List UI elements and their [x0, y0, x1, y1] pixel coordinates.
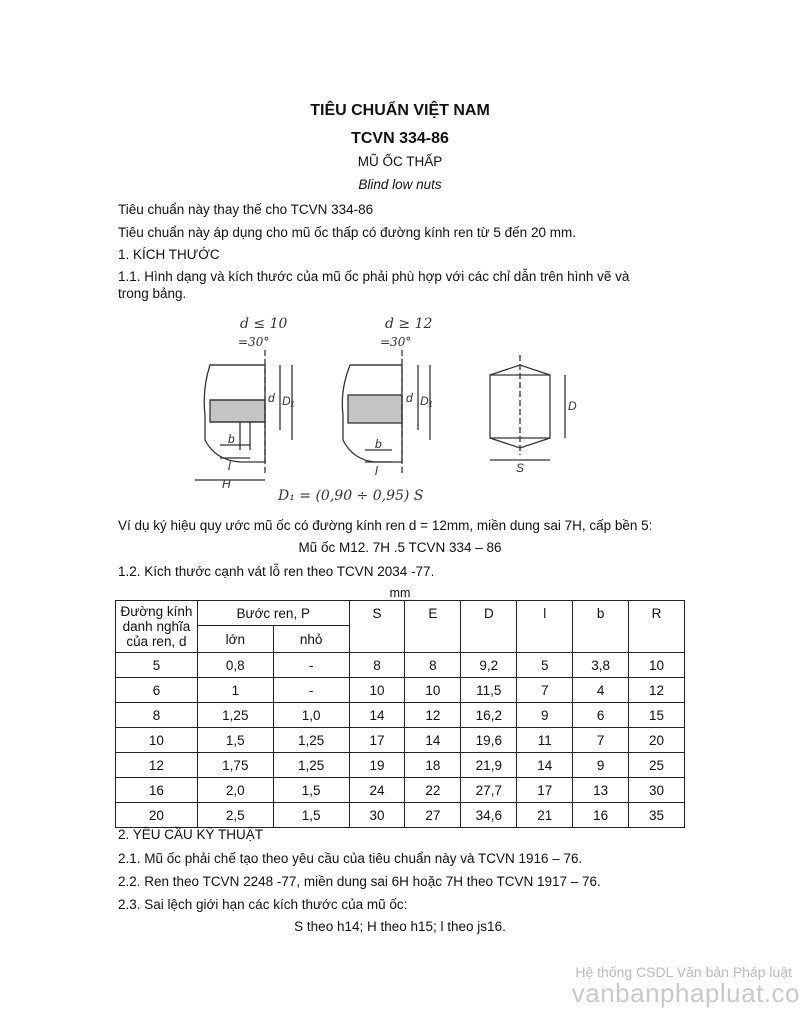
table-cell: 1,0: [273, 703, 349, 728]
table-cell: 21,9: [461, 753, 517, 778]
table-cell: 27: [405, 803, 461, 828]
table-cell: 11,5: [461, 678, 517, 703]
table-cell: 6: [116, 678, 198, 703]
table-row: [116, 703, 685, 728]
table-cell: 18: [405, 753, 461, 778]
tolerance-text: S theo h14; H theo h15; l theo js16.: [294, 919, 506, 934]
paragraph-1-1: 1.1. Hình dạng và kích thước của mũ ốc phải phù hợp với các chỉ dẫn trên hình vẽ và trong bảng.: [118, 269, 630, 301]
table-row: [116, 778, 685, 803]
table-unit: mm: [389, 586, 411, 600]
table-cell: 16: [573, 803, 629, 828]
header-R: R: [629, 601, 685, 653]
table-cell: 35: [629, 803, 685, 828]
table-header-row: [116, 601, 685, 626]
table-cell: 14: [517, 753, 573, 778]
table-cell: 3,8: [573, 653, 629, 678]
table-cell: 1,5: [273, 803, 349, 828]
table-cell: 5: [517, 653, 573, 678]
watermark-caption: Hệ thống CSDL Văn bản Pháp luật: [575, 964, 792, 980]
table-cell: 22: [405, 778, 461, 803]
table-cell: 13: [573, 778, 629, 803]
dimension-table: [115, 600, 685, 828]
header-S: S: [349, 601, 405, 653]
svg-text:H: H: [222, 477, 231, 491]
table-cell: 14: [349, 703, 405, 728]
header-pitch-large: lớn: [197, 626, 273, 653]
paragraph-2-2: 2.2. Ren theo TCVN 2248 -77, miền dung sai 6H hoặc 7H theo TCVN 1917 – 76.: [118, 874, 601, 889]
table-cell: 21: [517, 803, 573, 828]
table-row: [116, 753, 685, 778]
header-pitch: Bước ren, P: [197, 601, 349, 626]
table-cell: 17: [517, 778, 573, 803]
table-row: [116, 678, 685, 703]
watermark-site-link[interactable]: vanbanphapluat.co: [571, 978, 800, 1008]
table-cell: -: [273, 678, 349, 703]
table-cell: 10: [405, 678, 461, 703]
table-cell: 15: [629, 703, 685, 728]
standard-name-en: Blind low nuts: [358, 177, 442, 192]
section2-title: 2. YÊU CẦU KỸ THUẬT: [118, 827, 264, 842]
header-diameter: Đường kính danh nghĩa của ren, d: [116, 601, 198, 653]
table-cell: 1: [197, 678, 273, 703]
header-E: E: [405, 601, 461, 653]
table-cell: 19: [349, 753, 405, 778]
svg-text:D₁: D₁: [282, 394, 295, 408]
paragraph-2-3: 2.3. Sai lệch giới hạn các kích thước của mũ ốc:: [118, 897, 408, 912]
nut-drawing: [180, 310, 610, 505]
example-designation: Mũ ốc M12. 7H .5 TCVN 334 – 86: [298, 540, 502, 555]
table-cell: 8: [349, 653, 405, 678]
table-cell: 7: [573, 728, 629, 753]
table-cell: 12: [629, 678, 685, 703]
table-cell: 10: [116, 728, 198, 753]
header-l: l: [517, 601, 573, 653]
table-body: [116, 653, 685, 828]
standard-title: TIÊU CHUẨN VIỆT NAM: [310, 102, 490, 119]
table-cell: 1,25: [197, 703, 273, 728]
svg-text:l: l: [228, 459, 231, 473]
table-row: [116, 728, 685, 753]
table-cell: 25: [629, 753, 685, 778]
standard-name-vi: MŨ ỐC THẤP: [357, 154, 443, 169]
table-cell: 16,2: [461, 703, 517, 728]
table-cell: 6: [573, 703, 629, 728]
table-cell: 2,0: [197, 778, 273, 803]
svg-text:S: S: [516, 461, 525, 475]
table-cell: 8: [116, 703, 198, 728]
table-cell: 12: [116, 753, 198, 778]
table-cell: 1,5: [273, 778, 349, 803]
paragraph-1-2: 1.2. Kích thước cạnh vát lỗ ren theo TCVN 2034 -77.: [118, 564, 435, 579]
header-b: b: [573, 601, 629, 653]
table-cell: 34,6: [461, 803, 517, 828]
table-cell: 24: [349, 778, 405, 803]
angle-label-left: =30°: [238, 335, 270, 349]
header-D: D: [461, 601, 517, 653]
table-cell: 1,75: [197, 753, 273, 778]
table-cell: 27,7: [461, 778, 517, 803]
table-cell: 10: [349, 678, 405, 703]
svg-text:b: b: [375, 437, 382, 451]
table-cell: 1,5: [197, 728, 273, 753]
section1-title: 1. KÍCH THƯỚC: [118, 247, 220, 262]
standard-code: TCVN 334-86: [351, 130, 449, 147]
table-row: [116, 653, 685, 678]
table-cell: 20: [629, 728, 685, 753]
header-pitch-small: nhỏ: [273, 626, 349, 653]
svg-text:D₁: D₁: [420, 394, 433, 408]
table-cell: -: [273, 653, 349, 678]
table-cell: 2,5: [197, 803, 273, 828]
svg-text:l: l: [375, 464, 378, 478]
table-cell: 20: [116, 803, 198, 828]
table-cell: 9,2: [461, 653, 517, 678]
table-cell: 10: [629, 653, 685, 678]
table-cell: 17: [349, 728, 405, 753]
svg-text:D: D: [568, 399, 577, 413]
table-cell: 14: [405, 728, 461, 753]
table-cell: 1,25: [273, 753, 349, 778]
table-cell: 5: [116, 653, 198, 678]
d1-formula: D₁ = (0,90 ÷ 0,95) S: [278, 488, 424, 504]
table-cell: 0,8: [197, 653, 273, 678]
table-cell: 30: [349, 803, 405, 828]
angle-label-mid: =30°: [380, 335, 412, 349]
table-cell: 8: [405, 653, 461, 678]
table-cell: 9: [573, 753, 629, 778]
svg-text:d: d: [406, 391, 413, 405]
label-d-le-10: d ≤ 10: [240, 316, 288, 332]
table-cell: 7: [517, 678, 573, 703]
example-text: Ví dụ ký hiệu quy ước mũ ốc có đường kính ren d = 12mm, miền dung sai 7H, cấp bền 5:: [118, 518, 653, 533]
replace-note: Tiêu chuẩn này thay thế cho TCVN 334-86: [118, 202, 374, 217]
table-row: [116, 803, 685, 828]
table-cell: 19,6: [461, 728, 517, 753]
table-cell: 4: [573, 678, 629, 703]
table-cell: 16: [116, 778, 198, 803]
table-cell: 11: [517, 728, 573, 753]
table-cell: 12: [405, 703, 461, 728]
label-d-ge-12: d ≥ 12: [385, 316, 433, 332]
table-cell: 9: [517, 703, 573, 728]
paragraph-2-1: 2.1. Mũ ốc phải chế tạo theo yêu cầu của tiêu chuẩn này và TCVN 1916 – 76.: [118, 851, 583, 866]
table-cell: 1,25: [273, 728, 349, 753]
svg-text:d: d: [268, 391, 275, 405]
scope-note: Tiêu chuẩn này áp dụng cho mũ ốc thấp có đường kính ren từ 5 đến 20 mm.: [118, 225, 576, 240]
table-cell: 30: [629, 778, 685, 803]
svg-text:b: b: [228, 432, 235, 446]
